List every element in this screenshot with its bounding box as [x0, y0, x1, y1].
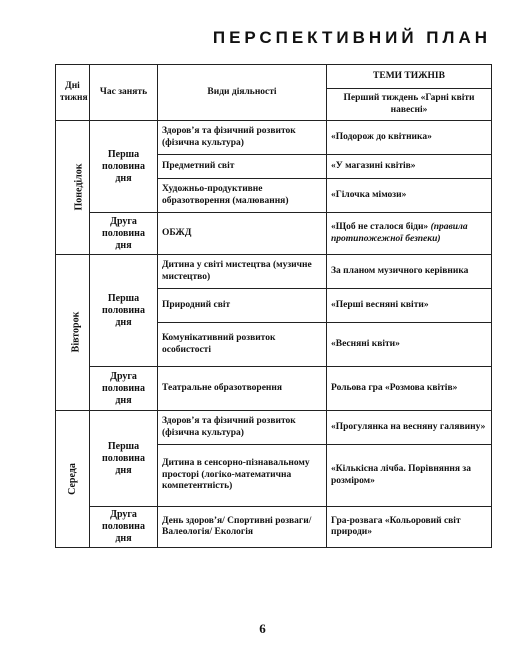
- day-wednesday: Середа: [56, 411, 90, 548]
- plan-table: [55, 64, 492, 548]
- theme-cell: «Весняні квіти»: [327, 323, 492, 367]
- theme-cell: «Прогулянка на весняну галявину»: [327, 411, 492, 445]
- header-week: Перший тиждень «Гарні квіти навесні»: [327, 89, 492, 121]
- time-second-half: Друга половина дня: [90, 213, 158, 255]
- theme-cell: Рольова гра «Розмова квітів»: [327, 367, 492, 411]
- page-title: ПЕРСПЕКТИВНИЙ ПЛАН: [212, 28, 491, 47]
- time-second-half: Друга половина дня: [90, 367, 158, 411]
- activity-cell: Здоров’я та фізичний розвиток (фізична культура): [158, 411, 327, 445]
- theme-cell: «Щоб не сталося біди» (правила протипожежної безпеки): [327, 213, 492, 255]
- theme-cell: «У магазині квітів»: [327, 155, 492, 179]
- activity-cell: Здоров’я та фізичний розвиток (фізична культура): [158, 121, 327, 155]
- activity-cell: Художньо-продуктивне образотворення (малювання): [158, 179, 327, 213]
- page-number: 6: [259, 621, 266, 636]
- theme-note: (правила протипожежної безпеки): [331, 222, 468, 244]
- activity-cell: Природний світ: [158, 289, 327, 323]
- day-tuesday: Вівторок: [56, 255, 90, 411]
- activity-cell: Предметний світ: [158, 155, 327, 179]
- activity-cell: День здоров’я/ Спортивні розваги/ Валеологія/ Екологія: [158, 507, 327, 548]
- header-themes: ТЕМИ ТИЖНІВ: [327, 65, 492, 89]
- activity-cell: ОБЖД: [158, 213, 327, 255]
- theme-cell: «Кількісна лічба. Порівняння за розміром»: [327, 445, 492, 507]
- time-first-half: Перша половина дня: [90, 255, 158, 367]
- time-first-half: Перша половина дня: [90, 121, 158, 213]
- theme-cell: За планом музичного керівника: [327, 255, 492, 289]
- time-first-half: Перша половина дня: [90, 411, 158, 507]
- header-time: Час занять: [90, 65, 158, 121]
- activity-cell: Дитина в сенсорно-пізнавальному просторі (логіко-математична компетентність): [158, 445, 327, 507]
- theme-cell: Гра-розвага «Кольоровий світ природи»: [327, 507, 492, 548]
- activity-cell: Дитина у світі мистецтва (музичне мистецтво): [158, 255, 327, 289]
- theme-cell: «Гілочка мімози»: [327, 179, 492, 213]
- time-second-half: Друга половина дня: [90, 507, 158, 548]
- activity-cell: Театральне образотворення: [158, 367, 327, 411]
- activity-cell: Комунікативний розвиток особистості: [158, 323, 327, 367]
- theme-cell: «Перші весняні квіти»: [327, 289, 492, 323]
- theme-cell: «Подорож до квітника»: [327, 121, 492, 155]
- header-days: Дні тижня: [56, 65, 90, 121]
- day-monday: Понеділок: [56, 121, 90, 255]
- header-activities: Види діяльності: [158, 65, 327, 121]
